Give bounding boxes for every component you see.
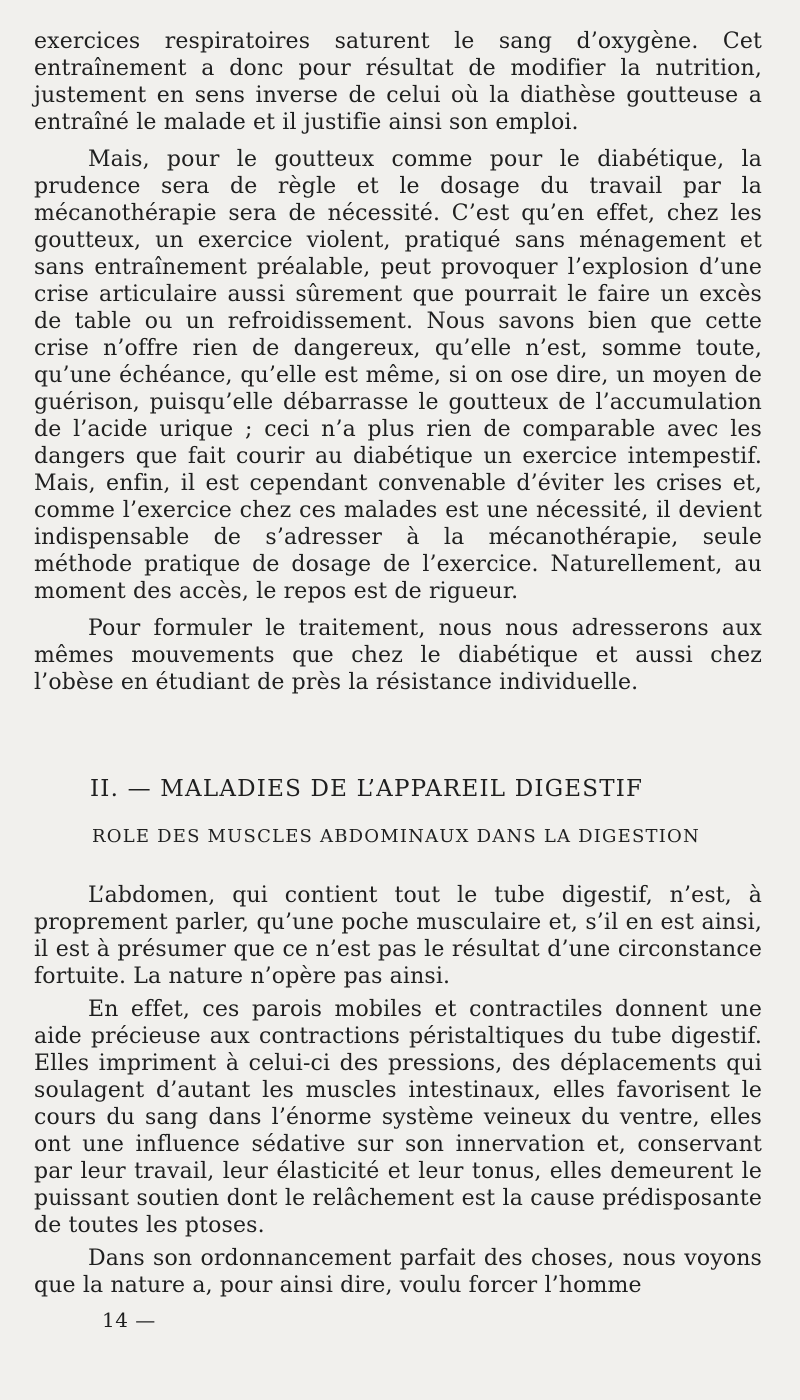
paragraph-abdomen: L’abdomen, qui contient tout le tube digestif, n’est, à proprement parler, qu’une poche musculaire et, s’il en est ainsi, il est à présumer que ce n’est pas le résultat d’une circonstance fortuite. La nature n’opère pas ainsi. — [34, 883, 762, 989]
paragraph-nature-order: Dans son ordonnancement parfait des choses, nous voyons que la nature a, pour ainsi dire, voulu forcer l’homme — [34, 1246, 762, 1298]
paragraph-continued: exercices respiratoires saturent le sang d’oxygène. Cet entraînement a donc pour résultat de modifier la nutrition, justement en sens inverse de celui où la diathèse goutteuse a entraîné le malade et il justifie ainsi son emploi. — [34, 29, 762, 135]
paragraph-abdominal-walls: En effet, ces parois mobiles et contractiles donnent une aide précieuse aux contractions péristaltiques du tube digestif. Elles impriment à celui-ci des pressions, des déplacements qui soulagent d’autant les muscles intestinaux, elles favorisent le cours du sang dans l’énorme système veineux du ventre, elles ont une influence sédative sur son innervation et, conservant par leur travail, leur élasticité et leur tonus, elles demeurent le puissant soutien dont le relâchement est la cause prédisposante de toutes les ptoses. — [34, 997, 762, 1238]
paragraph-gout-prudence: Mais, pour le goutteux comme pour le diabétique, la prudence sera de règle et le dosage du travail par la mécanothérapie sera de nécessité. C’est qu’en effet, chez les goutteux, un exercice violent, pratiqué sans ménagement et sans entraînement préalable, peut provoquer l’explosion d’une crise articulaire aussi sûrement que pourrait le faire un excès de table ou un refroidissement. Nous savons bien que cette crise n’offre rien de dangereux, qu’elle n’est, somme toute, qu’une échéance, qu’elle est même, si on ose dire, un moyen de guérison, puisqu’elle débarrasse le goutteux de l’accumulation de l’acide urique ; ceci n’a plus rien de comparable avec les dangers que fait courir au diabétique un exercice intempestif. Mais, enfin, il est cependant convenable d’éviter les crises et, comme l’exercice chez ces malades est une nécessité, il devient indispensable de s’adresser à la mécanothérapie, seule méthode pratique de dosage de l’exercice. Naturellement, au moment des accès, le repos est de rigueur. — [34, 147, 762, 604]
section-subheading: ROLE DES MUSCLES ABDOMINAUX DANS LA DIGESTION — [92, 826, 700, 847]
section-heading: II. — MALADIES DE L’APPAREIL DIGESTIF — [90, 776, 644, 802]
paragraph-treatment: Pour formuler le traitement, nous nous adresserons aux mêmes mouvements que chez le diabétique et aussi chez l’obèse en étudiant de près la résistance individuelle. — [34, 616, 762, 695]
page-number: 14 — — [102, 1308, 156, 1332]
